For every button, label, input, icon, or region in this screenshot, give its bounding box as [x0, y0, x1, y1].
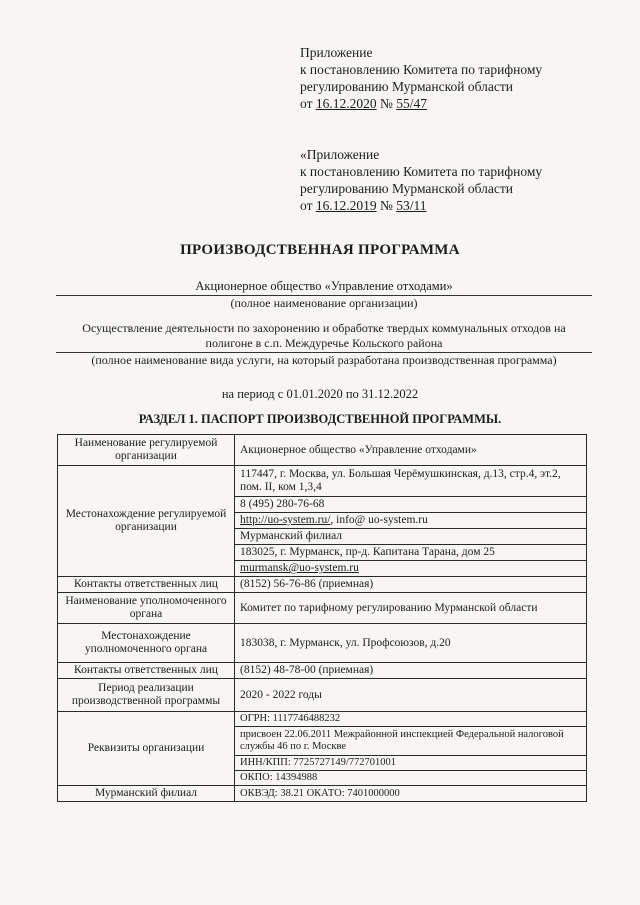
- table-row: [58, 679, 587, 712]
- service-description-line2: полигоне в с.п. Междуречье Кольского района: [205, 336, 443, 350]
- appendix-header-original: [300, 146, 542, 214]
- row-value: Мурманский филиал: [235, 529, 587, 545]
- row-value: ОГРН: 1117746488232: [235, 712, 587, 727]
- table-row: [58, 435, 587, 466]
- section-title: РАЗДЕЛ 1. ПАСПОРТ ПРОИЗВОДСТВЕННОЙ ПРОГРАММЫ.: [138, 412, 502, 426]
- appendix-line: регулированию Мурманской области: [300, 79, 513, 94]
- row-label: Контакты ответственных лиц: [58, 577, 235, 593]
- row-label: Реквизиты организации: [58, 712, 235, 786]
- branch-email-link[interactable]: murmansk@uo-system.ru: [240, 562, 359, 574]
- passport-table: [57, 434, 587, 802]
- row-value: ОКВЭД: 38.21 ОКАТО: 7401000000: [235, 786, 587, 802]
- row-label: Контакты ответственных лиц: [58, 663, 235, 679]
- website-link[interactable]: http://uo-system.ru/: [240, 514, 331, 526]
- appendix-header-current: [300, 44, 542, 112]
- row-value: 183025, г. Мурманск, пр-д. Капитана Тарана, дом 25: [235, 545, 587, 561]
- row-value: ИНН/КПП: 7725727149/772701001: [235, 756, 587, 771]
- document-title: ПРОИЗВОДСТВЕННАЯ ПРОГРАММА: [180, 242, 460, 258]
- row-label: Мурманский филиал: [58, 786, 235, 802]
- organization-name: Акционерное общество «Управление отходами»: [195, 279, 453, 293]
- service-description-line1: Осуществление деятельности по захоронению и обработке твердых коммунальных отходов на: [82, 321, 566, 335]
- appendix-number: 55/47: [396, 96, 428, 111]
- appendix-no-sign: №: [379, 96, 393, 111]
- row-value: (8152) 48-78-00 (приемная): [235, 663, 587, 679]
- row-value: [235, 561, 587, 577]
- appendix-number: 53/11: [396, 198, 427, 213]
- table-row: [58, 663, 587, 679]
- appendix-line: регулированию Мурманской области: [300, 181, 513, 196]
- program-period: на период с 01.01.2020 по 31.12.2022: [221, 387, 419, 401]
- row-value: [235, 513, 587, 529]
- row-value: 2020 - 2022 годы: [235, 679, 587, 712]
- appendix-no-sign: №: [379, 198, 393, 213]
- appendix-date-line: [300, 95, 542, 112]
- table-row: [58, 577, 587, 593]
- appendix-date: 16.12.2019: [315, 198, 377, 213]
- row-value: 8 (495) 280-76-68: [235, 497, 587, 513]
- table-row: [58, 786, 587, 802]
- appendix-from: от: [300, 96, 313, 111]
- row-label: Местонахождение регулируемой организации: [58, 466, 235, 577]
- organization-caption: (полное наименование организации): [230, 296, 418, 310]
- row-label: Местонахождение уполномоченного органа: [58, 624, 235, 663]
- email-text: , info@ uo-system.ru: [330, 514, 428, 526]
- table-row: [58, 712, 587, 727]
- appendix-line: Приложение: [300, 45, 373, 60]
- table-row: [58, 624, 587, 663]
- appendix-from: от: [300, 198, 313, 213]
- row-value: присвоен 22.06.2011 Межрайонной инспекцией Федеральной налоговой службы 46 по г. Москве: [235, 727, 587, 756]
- appendix-date-line: [300, 197, 542, 214]
- table-row: [58, 593, 587, 624]
- row-value: Комитет по тарифному регулированию Мурманской области: [235, 593, 587, 624]
- appendix-date: 16.12.2020: [315, 96, 377, 111]
- row-value: Акционерное общество «Управление отходами»: [235, 435, 587, 466]
- row-value: ОКПО: 14394988: [235, 771, 587, 786]
- row-value: 117447, г. Москва, ул. Большая Черёмушкинская, д.13, стр.4, эт.2, пом. II, ком 1,3,4: [235, 466, 587, 497]
- appendix-line: к постановлению Комитета по тарифному: [300, 164, 543, 179]
- service-caption: (полное наименование вида услуги, на который разработана производственная программа): [91, 353, 557, 367]
- row-label: Наименование регулируемой организации: [58, 435, 235, 466]
- row-value: (8152) 56-76-86 (приемная): [235, 577, 587, 593]
- row-label: Период реализации производственной программы: [58, 679, 235, 712]
- row-value: 183038, г. Мурманск, ул. Профсоюзов, д.20: [235, 624, 587, 663]
- table-row: [58, 466, 587, 497]
- appendix-line: к постановлению Комитета по тарифному: [300, 62, 543, 77]
- appendix-line: «Приложение: [300, 147, 380, 162]
- row-label: Наименование уполномоченного органа: [58, 593, 235, 624]
